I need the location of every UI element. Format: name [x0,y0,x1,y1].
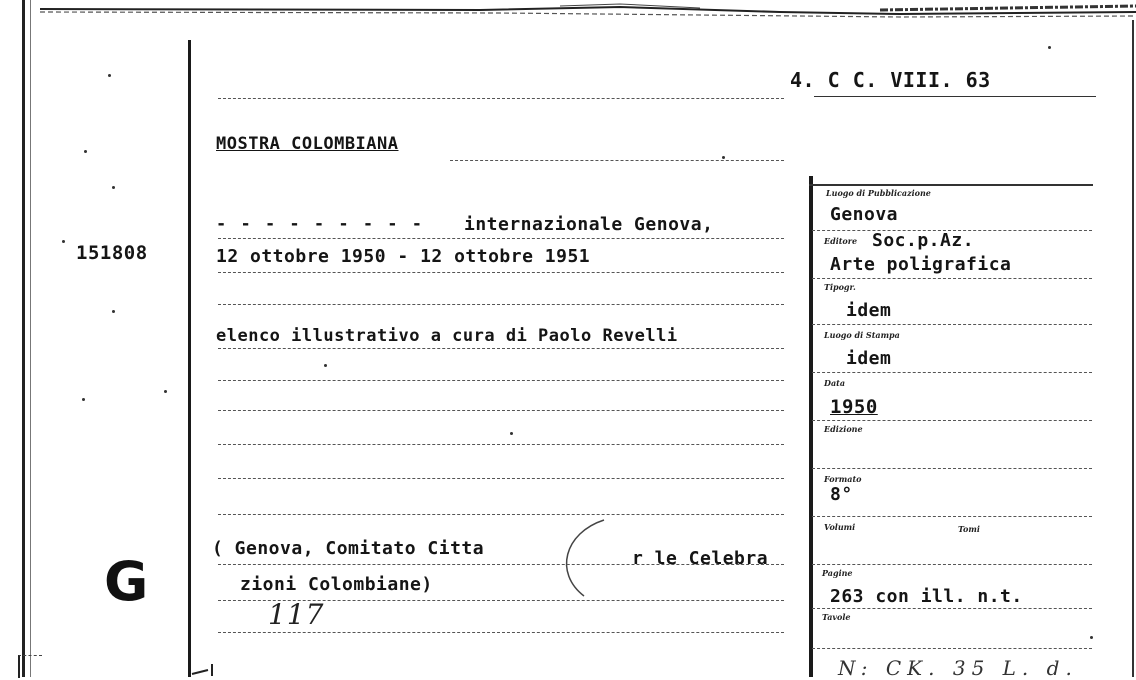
speck [112,186,115,189]
label-data: Data [824,378,845,388]
rule [812,468,1092,469]
label-tipografia: Tipogr. [824,282,856,292]
inventory-number: 151808 [76,242,148,264]
speck [82,398,85,401]
rule [218,348,784,349]
description: elenco illustrativo a cura di Paolo Revelli [216,326,678,346]
rule [812,372,1092,373]
value-pagine: 263 con ill. n.t. [830,586,1023,607]
label-pagine: Pagine [822,568,853,578]
label-tomi: Tomi [958,524,980,534]
speck [84,150,87,153]
shelf-signature: 4. C C. VIII. 63 [790,68,991,92]
rule [812,564,1092,565]
bottom-left-mark [190,660,230,677]
rule [218,272,784,273]
label-edizione: Edizione [824,424,863,434]
speck [1048,46,1051,49]
publisher-line-1-continued: r le Celebra [632,548,769,569]
rule [218,478,784,479]
speck [164,390,167,393]
speck [324,364,327,367]
value-editore-2: Arte poligrafica [830,254,1012,275]
paper-fold-curve [544,518,614,598]
speck [722,156,725,159]
signature-underline [814,96,1096,97]
speck [62,240,65,243]
rule [218,514,784,515]
top-edge-lines [0,0,1136,24]
exhibition-dates: 12 ottobre 1950 - 12 ottobre 1951 [216,246,591,267]
label-volumi: Volumi [824,522,856,532]
title: MOSTRA COLOMBIANA [216,134,399,154]
fields-vertical-line [809,176,813,677]
label-luogo-stampa: Luogo di Stampa [824,330,900,340]
left-bottom-stub [18,655,42,678]
value-data: 1950 [830,396,878,418]
catalog-letter: G [104,550,149,613]
publisher-line-2: zioni Colombiane) [240,574,433,595]
bottom-scrawl: N: CK. 35 L. d. [838,656,1078,680]
rule [812,420,1092,421]
left-card-edge [22,0,25,677]
rule [218,564,784,565]
speck [1090,636,1093,639]
rule [812,324,1092,325]
left-card-edge-shadow [30,0,31,677]
speck [108,74,111,77]
value-formato: 8° [830,484,853,505]
rule [218,238,784,239]
rule [218,410,784,411]
handwritten-note: 117 [268,598,325,631]
rule [218,444,784,445]
rule [218,632,784,633]
publisher-line-1: ( Genova, Comitato Citta [212,538,485,559]
label-formato: Formato [824,474,862,484]
fields-top-rule [809,184,1093,186]
label-editore: Editore [824,236,858,246]
right-card-edge [1132,20,1134,677]
label-luogo-pubblicazione: Luogo di Pubblicazione [826,188,931,198]
label-tavole: Tavole [822,612,851,622]
rule [812,278,1092,279]
margin-vertical-line [188,40,191,677]
value-editore-1: Soc.p.Az. [872,230,975,251]
value-luogo-stampa: idem [846,348,892,369]
rule [218,304,784,305]
value-luogo-pubblicazione: Genova [830,204,899,225]
value-tipografia: idem [846,300,892,321]
rule [812,608,1092,609]
rule [450,160,784,161]
rule [218,98,784,99]
rule [812,516,1092,517]
speck [112,310,115,313]
subtitle-dashes: - - - - - - - - - [216,214,424,234]
speck [510,432,513,435]
rule [812,648,1092,649]
subtitle-text: internazionale Genova, [464,214,714,235]
rule [218,380,784,381]
